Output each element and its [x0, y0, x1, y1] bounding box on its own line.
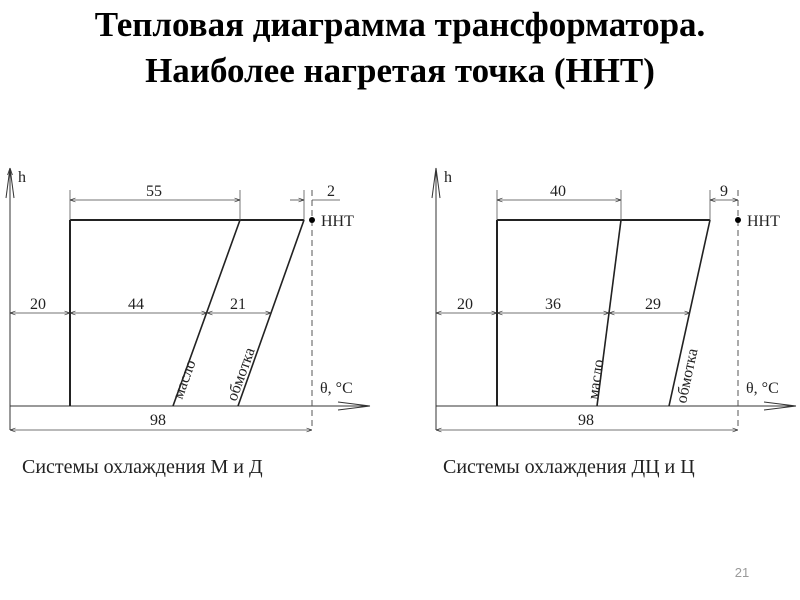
caption-left: Системы охлаждения М и Д	[22, 456, 263, 478]
winding-label: обмотка	[223, 345, 259, 404]
nnt-label: ННТ	[321, 213, 354, 230]
nnt-point	[735, 217, 741, 223]
dim-total: 98	[578, 412, 594, 429]
theta-axis-label: θ, °С	[746, 380, 779, 397]
nnt-label: ННТ	[747, 213, 780, 230]
page-number: 21	[734, 565, 750, 580]
dim-ambient: 20	[457, 296, 473, 313]
dim-oil-mid: 36	[545, 296, 561, 313]
h-axis-label: h	[18, 169, 26, 186]
oil-label: масло	[585, 358, 608, 401]
title-line-1: Тепловая диаграмма трансформатора.	[94, 5, 706, 44]
dim-winding-mid: 21	[230, 296, 246, 313]
diagram-left	[6, 168, 370, 478]
h-axis-label: h	[444, 169, 452, 186]
dim-oil-mid: 44	[128, 296, 144, 313]
dim-total: 98	[150, 412, 166, 429]
oil-label: масло	[169, 357, 200, 402]
dim-top-gap: 2	[327, 183, 335, 200]
winding-label: обмотка	[673, 346, 702, 405]
nnt-point	[309, 217, 315, 223]
theta-axis-label: θ, °С	[320, 380, 353, 397]
title-line-2: Наиболее нагретая точка (ННТ)	[145, 51, 655, 90]
diagram-right	[432, 168, 796, 478]
dim-winding-mid: 29	[645, 296, 661, 313]
dim-top-gap: 9	[720, 183, 728, 200]
caption-right: Системы охлаждения ДЦ и Ц	[443, 456, 695, 478]
dim-top-oil: 40	[550, 183, 566, 200]
dim-ambient: 20	[30, 296, 46, 313]
dim-top-oil: 55	[146, 183, 162, 200]
